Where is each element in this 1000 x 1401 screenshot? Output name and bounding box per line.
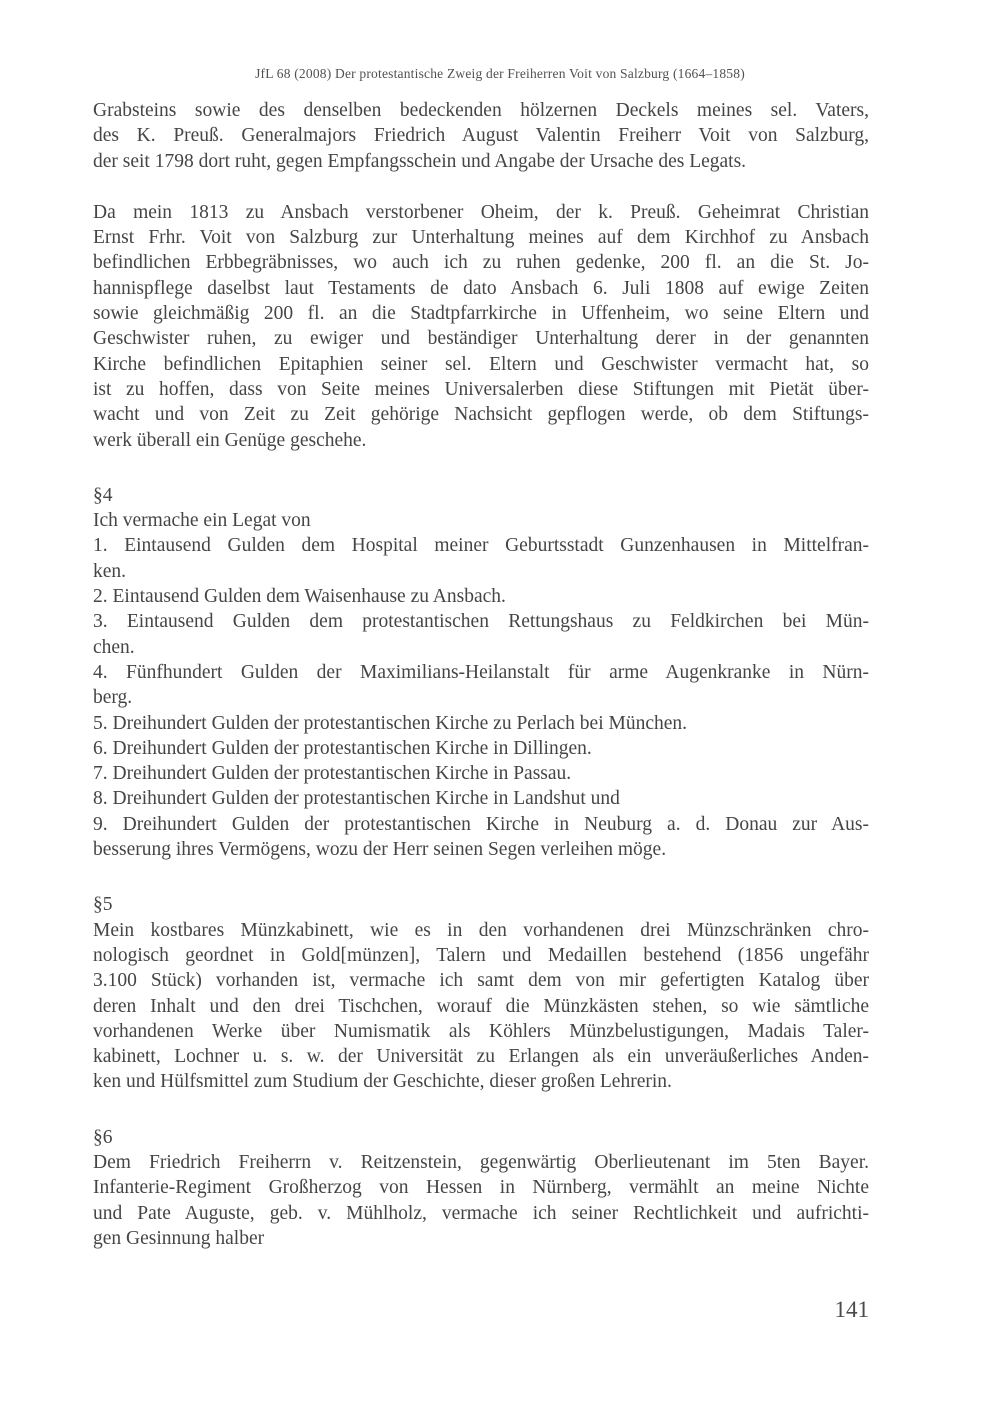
list-item: 6. Dreihundert Gulden der protestantischen Kirche in Dillingen.: [93, 737, 592, 759]
text-line: wacht und von Zeit zu Zeit gehörige Nachsicht gepflogen werde, ob dem Stiftungs-: [93, 404, 869, 426]
text-line: Mein kostbares Münzkabinett, wie es in den vorhandenen drei Münzschränken chro-: [93, 919, 869, 941]
list-item: 4. Fünfhundert Gulden der Maximilians-Heilanstalt für arme Augenkranke in Nürn-: [93, 661, 869, 683]
text-line: ken und Hülfsmittel zum Studium der Geschichte, dieser großen Lehrerin.: [93, 1071, 672, 1093]
body-text: [93, 98, 869, 1251]
section-heading: §5: [93, 894, 113, 916]
paragraph-grabsteins: [93, 98, 869, 174]
text-line: vorhandenen Werke über Numismatik als Köhlers Münzbelustigungen, Madais Taler-: [93, 1020, 869, 1042]
list-item: 9. Dreihundert Gulden der protestantischen Kirche in Neuburg a. d. Donau zur Aus-: [93, 813, 869, 835]
text-line: Grabsteins sowie des denselben bedeckenden hölzernen Deckels meines sel. Vaters,: [93, 100, 869, 121]
text-line: der seit 1798 dort ruht, gegen Empfangsschein und Angabe der Ursache des Legats.: [93, 150, 747, 172]
text-line: kabinett, Lochner u. s. w. der Universität zu Erlangen als ein unveräußerliches Anden-: [93, 1046, 869, 1068]
text-line: Ich vermache ein Legat von: [93, 510, 311, 532]
section-6: [93, 1125, 869, 1251]
list-item: 2. Eintausend Gulden dem Waisenhause zu Ansbach.: [93, 586, 506, 608]
section-heading: §4: [93, 484, 113, 506]
text-line: Da mein 1813 zu Ansbach verstorbener Oheim, der k. Preuß. Geheimrat Christian: [93, 201, 869, 223]
list-item: 3. Eintausend Gulden dem protestantischen Rettungshaus zu Feldkirchen bei Mün-: [93, 611, 869, 633]
text-line: befindlichen Erbbegräbnisses, wo auch ich zu ruhen gedenke, 200 fl. an die St. Jo-: [93, 252, 869, 274]
text-line: Ernst Frhr. Voit von Salzburg zur Unterhaltung meines auf dem Kirchhof zu Ansbach: [93, 227, 869, 249]
list-item: chen.: [93, 636, 135, 658]
list-item: 8. Dreihundert Gulden der protestantischen Kirche in Landshut und: [93, 788, 620, 810]
paragraph-spacer: [93, 1095, 869, 1125]
text-line: des K. Preuß. Generalmajors Friedrich August Valentin Freiherr Voit von Salzburg,: [93, 125, 869, 147]
text-line: 3.100 Stück) vorhanden ist, vermache ich samt dem von mir gefertigten Katalog über: [93, 970, 869, 992]
list-item: 1. Eintausend Gulden dem Hospital meiner Geburtsstadt Gunzenhausen in Mittelfran-: [93, 535, 869, 557]
text-line: deren Inhalt und den drei Tischchen, worauf die Münzkästen stehen, so wie sämtliche: [93, 995, 869, 1017]
paragraph-spacer: [93, 174, 869, 200]
section-5: [93, 892, 869, 1094]
list-item: berg.: [93, 687, 133, 709]
text-line: ist zu hoffen, dass von Seite meines Universalerben diese Stiftungen mit Pietät über-: [93, 378, 869, 400]
text-line: Geschwister ruhen, zu ewiger und beständiger Unterhaltung derer in der genannten: [93, 328, 869, 350]
paragraph-spacer: [93, 453, 869, 483]
text-line: werk überall ein Genüge geschehe.: [93, 429, 367, 451]
section-heading: §6: [93, 1126, 113, 1148]
text-line: und Pate Auguste, geb. v. Mühlholz, vermache ich seiner Rechtlichkeit und aufrichti-: [93, 1202, 869, 1224]
paragraph-spacer: [93, 862, 869, 892]
list-item: 7. Dreihundert Gulden der protestantischen Kirche in Passau.: [93, 763, 572, 785]
page-number: 141: [834, 1297, 869, 1322]
text-line: Dem Friedrich Freiherrn v. Reitzenstein, gegenwärtig Oberlieutenant im 5ten Bayer.: [93, 1151, 869, 1173]
text-line: sowie gleichmäßig 200 fl. an die Stadtpfarrkirche in Uffenheim, wo seine Eltern und: [93, 303, 869, 325]
list-item: 5. Dreihundert Gulden der protestantischen Kirche zu Perlach bei München.: [93, 712, 688, 734]
list-item: ken.: [93, 560, 127, 582]
text-line: gen Gesinnung halber: [93, 1227, 265, 1249]
text-line: Infanterie-Regiment Großherzog von Hessen in Nürnberg, vermählt an meine Nichte: [93, 1177, 869, 1199]
text-line: hannispflege daselbst laut Testaments de dato Ansbach 6. Juli 1808 auf ewige Zeiten: [93, 277, 869, 299]
text-line: Kirche befindlichen Epitaphien seiner sel. Eltern und Geschwister vermacht hat, so: [93, 353, 869, 375]
text-line: nologisch geordnet in Gold[münzen], Talern und Medaillen bestehend (1856 ungefähr: [93, 944, 869, 966]
running-header: JfL 68 (2008) Der protestantische Zweig der Freiherren Voit von Salzburg (1664–1858): [255, 66, 745, 81]
list-item: besserung ihres Vermögens, wozu der Herr seinen Segen verleihen möge.: [93, 839, 667, 861]
paragraph-oheim: [93, 200, 869, 453]
section-4: [93, 483, 869, 862]
